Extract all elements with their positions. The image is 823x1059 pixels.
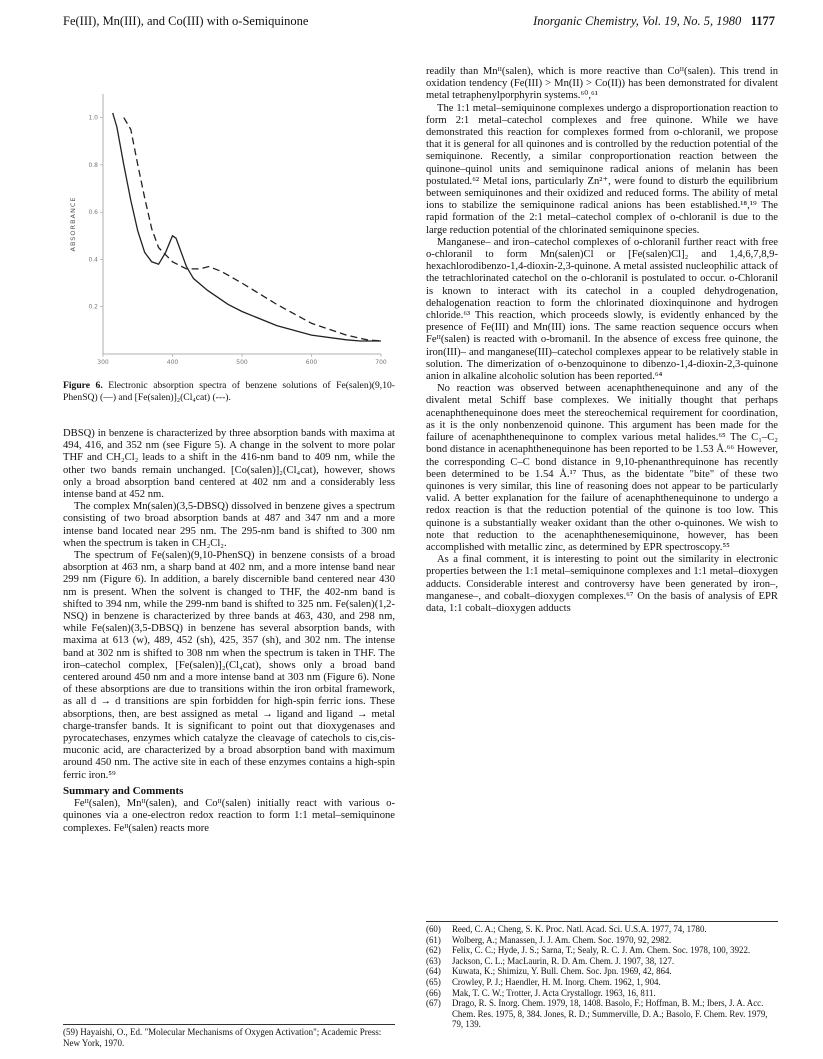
paragraph: As a final comment, it is interesting to point out the similarity in electronic properties between the 1:1 metal–semiquinone complexes and 1:1 metal–dioxygen adducts. Considerable interest and controversy have been generated by iron–, manganese–, and cobalt–dioxygen complexes.⁶⁷ On the basis of analysis of EPR data, 1:1 cobalt–dioxygen adducts bbox=[426, 554, 778, 614]
running-header-title: Fe(III), Mn(III), and Co(III) with o-Semiquinone bbox=[63, 14, 309, 28]
reference-text: Mak, T. C. W.; Trotter, J. Acta Crystallogr. 1963, 16, 811. bbox=[452, 987, 656, 998]
paragraph: The 1:1 metal–semiquinone complexes undergo a disproportionation reaction to form 2:1 metal–catechol complexes and free quinone. While we have demonstrated this reaction for complexes formed from o-chloranil, we propose that it is general for all quinones and is controlled by the reduction potential of the semiquinone. Recently, a similar conproportionation reaction between the quinone–quinol units and semiquinone radical anions of melanin has been postulated.⁶² Metal ions, particularly Zn²⁺, were found to disturb the equilibrium between semiquinones and their oxidized and reduced forms. The ability of metal ions to stabilize the semiquinone radical anions has been established.¹⁸,¹⁹ The rapid formation of the 2:1 metal–catechol complex of o-chloranil is due to the large reduction potential of the chlorinated semiquinone species. bbox=[426, 102, 778, 236]
footnote-number: (59) bbox=[63, 1027, 78, 1037]
absorption-spectra-chart bbox=[63, 88, 393, 378]
series-solid-line bbox=[113, 113, 381, 341]
x-tick-label: 300 bbox=[97, 359, 109, 366]
right-column bbox=[426, 66, 778, 615]
x-tick-label: 500 bbox=[236, 359, 248, 366]
reference-number: (66) bbox=[426, 987, 441, 998]
section-heading: Summary and Comments bbox=[63, 784, 184, 797]
paragraph: No reaction was observed between acenaphthenequinone and any of the divalent metal Schiff base complexes. We initially thought that perhaps acenaphthenequinone does meet the stereochemical requirement for coordination, as it is the only nonbenzenoid quinone. This argument has been made for the failure of acenaphthenequinone to complex various metal halides.⁶⁵ The C₁–C₂ bond distance in acenaphthenequinone has been reported to be 1.53 Å.⁶⁶ However, the corresponding C–C bond distance in 9,10-phenanthrequinone has recently been determined to be 1.54 Å.¹⁷ Thus, as the bidentate "bite" of these two quinones is very similar, this line of reasoning does not appear to be particularly valid. A better explanation for the failure of acenaphthenequinone to undergo a redox reaction is that the reduction potential of the quinone is too low. This quinone is a substantially weaker oxidant than the other o-quinones. We wish to note that reduction to the acenaphthenesemiquinone, however, has been accomplished with metallic zinc, as determined by EPR spectroscopy.⁵⁵ bbox=[426, 383, 778, 553]
reference-number: (65) bbox=[426, 976, 441, 987]
y-tick-label: 0.4 bbox=[88, 256, 98, 264]
running-header-journal bbox=[533, 14, 775, 29]
reference-text: Crowley, P. J.; Haendler, H. M. Inorg. Chem. 1962, 1, 904. bbox=[452, 976, 661, 987]
reference-item bbox=[426, 935, 778, 946]
reference-item bbox=[426, 966, 778, 977]
reference-text: Jackson, C. L.; MacLaurin, R. D. Am. Chem. J. 1907, 38, 127. bbox=[452, 955, 675, 966]
paragraph: readily than Mnᴵᴵ(salen), which is more reactive than Coᴵᴵ(salen). This trend in oxidation tendency (Fe(III) > Mn(II) > Co(II)) has been demonstrated for divalent metal tetraphenylporphyrin systems.⁶⁰,⁶¹ bbox=[426, 66, 778, 102]
reference-number: (60) bbox=[426, 924, 441, 934]
reference-number: (67) bbox=[426, 998, 441, 1009]
paragraph: Manganese– and iron–catechol complexes of o-chloranil further react with free o-chloranil to form Mn(salen)Cl or [Fe(salen)Cl]₂ and 1,4,6,7,8,9-hexachlorodibenzo-1,4-dioxin-2,3-quinone. A metal assisted nucleophilic attack of the tetrachlorinated catechol on the o-chloranil is postulated to occur. o-Chloranil is known to interact with its catechol in a coupled dehydrogenation, dehalogenation reaction to form the chlorinated dioxinquinone and hydrogen chloride.⁶³ This reaction, which proceeds slowly, is evidently enhanced by the presence of Fe(III) and Mn(III) ions. The same reaction sequence occurs when Feᴵᴵ(salen) is reacted with o-bromanil. In the absence of excess free quinone, the iron(III)– and manganese(III)–catechol complexes appear to be relatively stable in solution. The dimerization of o-benzoquinone to dibenzo-1,4-dioxin-2,3-quinone anion in alkaline alcoholic solution has been reported.⁶⁴ bbox=[426, 236, 778, 383]
reference-item bbox=[426, 924, 778, 935]
reference-number: (64) bbox=[426, 966, 441, 977]
journal-citation: Inorganic Chemistry, Vol. 19, No. 5, 1980 bbox=[533, 14, 742, 28]
figure-label: Figure 6. bbox=[63, 380, 103, 391]
footnote-text: Hayaishi, O., Ed. "Molecular Mechanisms of Oxygen Activation"; Academic Press: New York, 1970. bbox=[63, 1027, 382, 1048]
paragraph: DBSQ) in benzene is characterized by three absorption bands with maxima at 494, 416, and 352 nm (see Figure 5). A change in the solvent to more polar THF and CH₂Cl₂ leads to a shift in the 416-nm band to 409 nm, while the other two bands remain unchanged. [Co(salen)]₂(Cl₄cat), however, shows only a broad absorption band centered at 402 nm and a considerably less intense band at 452 nm. bbox=[63, 428, 395, 501]
reference-item bbox=[426, 977, 778, 988]
x-tick-label: 700 bbox=[375, 359, 387, 366]
series-dashed-line bbox=[124, 118, 381, 341]
reference-item bbox=[426, 945, 778, 956]
left-column bbox=[63, 428, 395, 835]
reference-text: Kuwata, K.; Shimizu, Y. Bull. Chem. Soc. Jpn. 1969, 42, 864. bbox=[452, 966, 672, 977]
reference-text: Drago, R. S. Inorg. Chem. 1979, 18, 1408. Basolo, F.; Hoffman, B. M.; Ibers, J. A. Acc. Chem. Res. 1975, 8, 384. Jones, R. D.; Summerville, D. A.; Basolo, F. Chem. Rev. 1979, 79, 139. bbox=[452, 998, 768, 1030]
reference-number: (63) bbox=[426, 955, 441, 966]
reference-text: Wolberg, A.; Manassen, J. J. Am. Chem. Soc. 1970, 92, 2982. bbox=[452, 934, 672, 945]
paragraph: The complex Mn(salen)(3,5-DBSQ) dissolved in benzene gives a spectrum consisting of two broad absorption bands at 487 and 347 nm and a more intense band located near 295 nm. The 295-nm band is shifted to 300 nm when the spectrum is taken in CH₂Cl₂. bbox=[63, 501, 395, 549]
x-tick-label: 600 bbox=[305, 359, 318, 366]
y-tick-label: 0.6 bbox=[88, 209, 98, 217]
x-tick-label: 400 bbox=[166, 359, 179, 366]
y-tick-label: 0.2 bbox=[88, 303, 98, 311]
y-tick-label: 0.8 bbox=[88, 161, 98, 169]
page-number: 1177 bbox=[750, 14, 775, 28]
reference-list bbox=[426, 921, 778, 1030]
reference-item bbox=[426, 988, 778, 999]
reference-text: Reed, C. A.; Cheng, S. K. Proc. Natl. Acad. Sci. U.S.A. 1977, 74, 1780. bbox=[452, 924, 707, 934]
reference-item bbox=[426, 998, 778, 1030]
plot-area bbox=[69, 94, 387, 378]
paragraph: Feᴵᴵ(salen), Mnᴵᴵ(salen), and Coᴵᴵ(salen) initially react with various o-quinones via a one-electron redox reaction to form 1:1 metal–semiquinone complexes. Feᴵᴵ(salen) reacts more bbox=[63, 798, 395, 834]
footnote-59 bbox=[63, 1024, 395, 1048]
reference-item bbox=[426, 956, 778, 967]
figure-caption-text: Electronic absorption spectra of benzene solutions of Fe(salen)(9,10-PhenSQ) (—) and [Fe(salen)]₂(Cl₄cat) (---). bbox=[63, 380, 395, 403]
reference-number: (61) bbox=[426, 934, 441, 945]
reference-text: Felix, C. C.; Hyde, J. S.; Sarna, T.; Sealy, R. C. J. Am. Chem. Soc. 1978, 100, 3922. bbox=[452, 945, 751, 956]
y-axis-label: ABSORBANCE bbox=[69, 196, 77, 252]
paragraph: The spectrum of Fe(salen)(9,10-PhenSQ) in benzene consists of a broad absorption at 463 nm, a sharp band at 402 nm, and a more intense band near 299 nm (Figure 6). In addition, a barely discernible band centered near 430 nm is present. When the solvent is changed to THF, the 402-nm band is shifted to 394 nm, while the 299-nm band is shifted to 325 nm. Fe(salen)(1,2-NSQ) in benzene is characterized by three bands at 463, 430, and 298 nm, while Fe(salen)(3,5-DBSQ) in benzene has several absorption bands, with maxima at 613 (w), 489, 452 (sh), 425, 357 (sh), and 302 nm. The intense band at 302 nm is shifted to 308 nm when the spectrum is taken in THF. The iron–catechol complex, [Fe(salen)]₂(Cl₄cat), shows only a broad band centered around 450 nm and a more intense band at 303 nm (Figure 6). None of these absorptions are due to transitions within the iron orbital framework, as all d → d transitions are spin forbidden for high-spin ferric ions. These absorptions, then, are best assigned as metal → ligand and ligand → metal charge-transfer bands. It is significant to point out that dioxygenases and pyrocatechases, enzymes which catalyze the cleavage of catechols to cis,cis-muconic acid, are characterized by a broad absorption band with maximum around 450 nm. The active site in each of these enzymes contains a high-spin ferric iron.⁵⁹ bbox=[63, 550, 395, 781]
figure-caption bbox=[63, 380, 395, 403]
y-tick-label: 1.0 bbox=[88, 114, 98, 122]
reference-number: (62) bbox=[426, 945, 441, 956]
